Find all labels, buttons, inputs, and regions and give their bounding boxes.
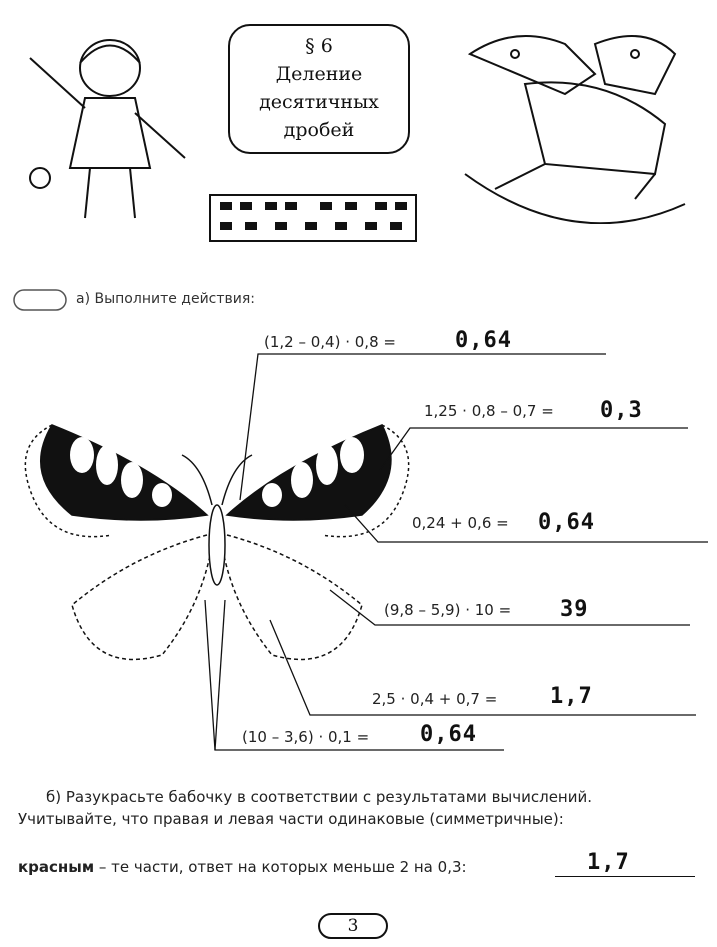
expression-4: (9,8 – 5,9) · 10 = <box>384 601 512 619</box>
part-b-line-2: Учитывайте, что правая и левая части одинаковые (симметричные): <box>18 810 564 828</box>
answer-4: 39 <box>560 597 589 622</box>
title-line-2: десятичных <box>259 91 379 113</box>
expression-1: (1,2 – 0,4) · 0,8 = <box>264 333 396 351</box>
answer-2: 0,3 <box>600 398 643 423</box>
color-rule-answer: 1,7 <box>587 850 630 875</box>
part-b-line-1: б) Разукрасьте бабочку в соответствии с результатами вычислений. <box>46 788 593 806</box>
color-rule-text: – те части, ответ на которых меньше 2 на 0,3: <box>98 858 467 876</box>
expression-2: 1,25 · 0,8 – 0,7 = <box>424 402 554 420</box>
answer-6: 0,64 <box>420 722 477 747</box>
task-instruction: а) Выполните действия: <box>76 291 256 307</box>
expression-6: (10 – 3,6) · 0,1 = <box>242 728 370 746</box>
answer-line <box>555 876 695 877</box>
page-number: 3 <box>318 913 388 939</box>
title-line-3: дробей <box>283 119 355 141</box>
expression-3: 0,24 + 0,6 = <box>412 514 509 532</box>
answer-5: 1,7 <box>550 684 593 709</box>
title-line-1: Деление <box>275 63 363 85</box>
color-rule <box>18 858 467 876</box>
expression-5: 2,5 · 0,4 + 0,7 = <box>372 690 498 708</box>
section-number: § 6 <box>305 35 333 57</box>
answer-1: 0,64 <box>455 328 512 353</box>
answer-3: 0,64 <box>538 510 595 535</box>
color-word: красным <box>18 858 95 876</box>
